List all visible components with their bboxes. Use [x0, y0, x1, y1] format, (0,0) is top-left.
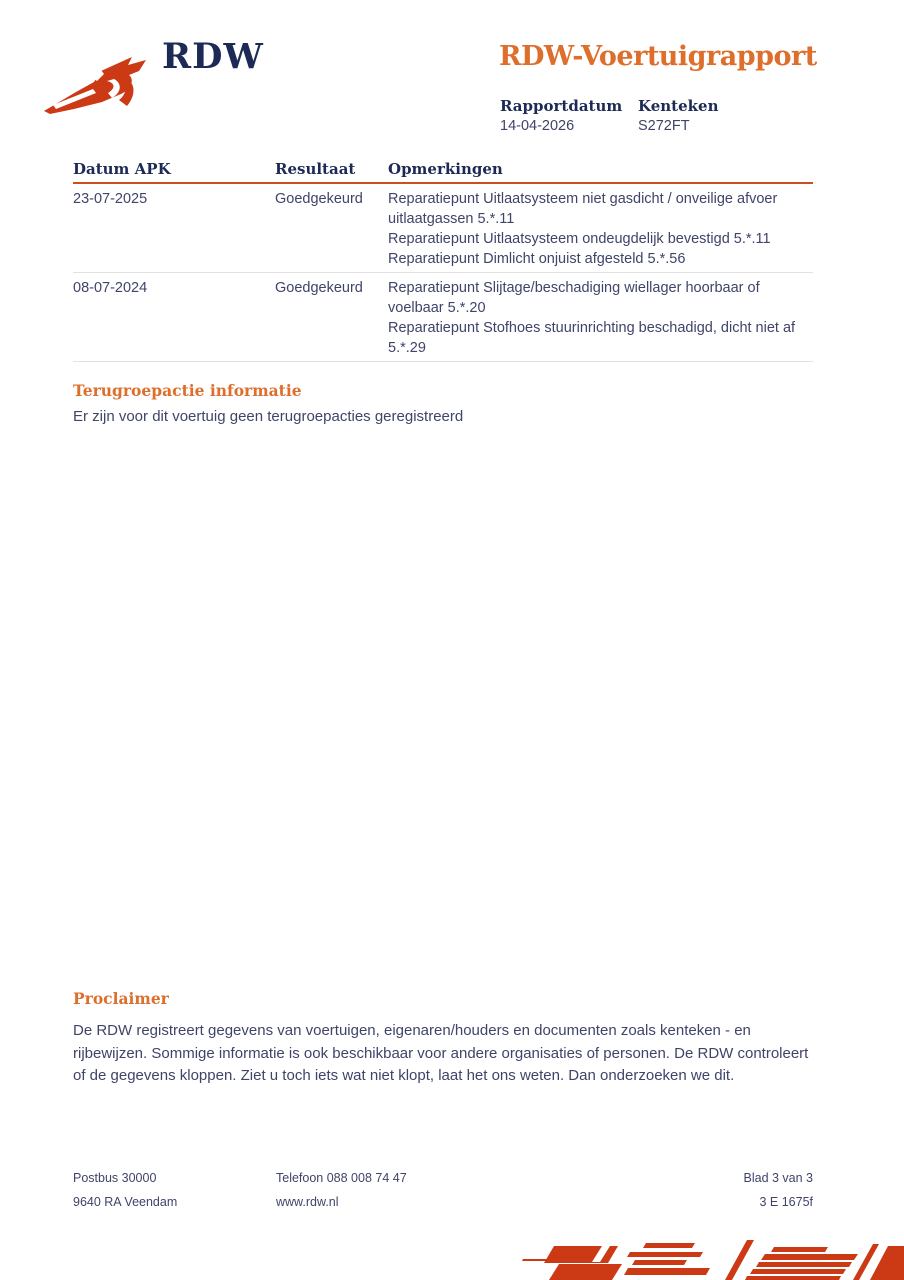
apk-result-cell: Goedgekeurd — [275, 191, 363, 207]
apk-remark: Reparatiepunt Stofhoes stuurinrichting beschadigd, dicht niet af 5.*.29 — [388, 320, 796, 356]
recall-section-body: Er zijn voor dit voertuig geen terugroepacties geregistreerd — [73, 408, 464, 425]
apk-date-cell: 23-07-2025 — [73, 191, 148, 207]
apk-remarks-cell — [388, 278, 813, 358]
rdw-feather-logo-icon — [38, 48, 168, 120]
report-date-label: Rapportdatum — [500, 97, 623, 115]
footer-postal-city: 9640 RA Veendam — [73, 1195, 178, 1209]
proclaimer-section-body: De RDW registreert gegevens van voertuigen, eigenaren/houders en documenten zoals kenteken - en rijbewijzen. Sommige informatie is ook beschikbaar voor andere organisaties of personen. De RDW controleert of de gegevens kloppen. Ziet u toch iets wat niet klopt, laat het ons weten. Dan onderzoeken we dit. — [73, 1022, 809, 1084]
footer-form-code: 3 E 1675f — [759, 1195, 813, 1209]
apk-result-cell: Goedgekeurd — [275, 280, 363, 296]
table-row — [73, 273, 813, 362]
apk-remark: Reparatiepunt Slijtage/beschadiging wiellager hoorbaar of voelbaar 5.*.20 — [388, 280, 760, 316]
footer-po-box: Postbus 30000 — [73, 1171, 157, 1185]
table-header-row — [73, 160, 813, 184]
license-plate-label: Kenteken — [638, 97, 719, 115]
apk-remark: Reparatiepunt Uitlaatsysteem ondeugdelijk bevestigd 5.*.11 — [388, 231, 771, 247]
column-header-opmerkingen: Opmerkingen — [388, 160, 503, 178]
apk-remarks-cell — [388, 189, 813, 269]
recall-section-heading: Terugroepactie informatie — [73, 381, 302, 400]
apk-remark: Reparatiepunt Dimlicht onjuist afgesteld 5.*.56 — [388, 251, 686, 267]
apk-date-cell: 08-07-2024 — [73, 280, 148, 296]
apk-remark: Reparatiepunt Uitlaatsysteem niet gasdicht / onveilige afvoer uitlaatgassen 5.*.11 — [388, 191, 778, 227]
rdw-logo-text: RDW — [162, 36, 264, 77]
proclaimer-section-heading: Proclaimer — [73, 989, 169, 1008]
table-row — [73, 184, 813, 273]
column-header-resultaat: Resultaat — [275, 160, 356, 178]
footer-page-indicator: Blad 3 van 3 — [743, 1171, 813, 1185]
column-header-datum-apk: Datum APK — [73, 160, 171, 178]
rdw-speed-stripes-icon — [518, 1236, 904, 1280]
apk-history-table — [73, 160, 813, 362]
page-title: RDW-Voertuigrapport — [499, 41, 817, 72]
report-date-value: 14-04-2026 — [500, 118, 575, 134]
footer-phone: Telefoon 088 008 74 47 — [276, 1171, 407, 1185]
footer-website: www.rdw.nl — [276, 1195, 339, 1209]
license-plate-value: S272FT — [638, 118, 690, 134]
